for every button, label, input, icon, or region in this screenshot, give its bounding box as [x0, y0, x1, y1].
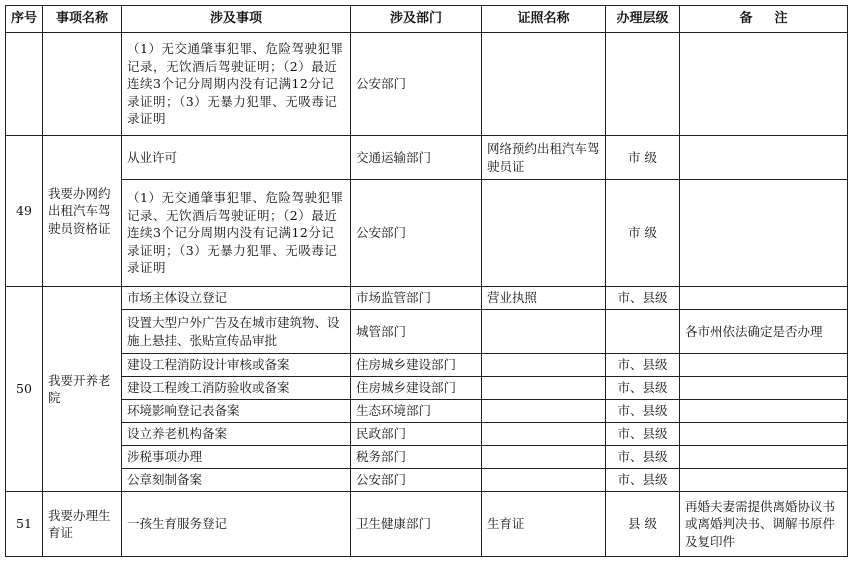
seq-cell — [6, 33, 43, 136]
involved-item-cell: （1）无交通肇事犯罪、危险驾驶犯罪记录、无饮酒后驾驶证明；（2）最近连续3个记分周期内没有记满12分记录证明；（3）无暴力犯罪、无吸毒记录证明 — [122, 180, 351, 287]
table-row — [6, 287, 848, 310]
involved-item-cell: 建设工程消防设计审核或备案 — [122, 354, 351, 377]
license-cell: 营业执照 — [482, 287, 606, 310]
header-seq: 序号 — [6, 6, 43, 33]
remark-cell — [680, 469, 848, 492]
level-cell — [606, 33, 680, 136]
license-cell — [482, 423, 606, 446]
involved-item-cell: 从业许可 — [122, 136, 351, 180]
involved-item-cell: （1）无交通肇事犯罪、危险驾驶犯罪记录，无饮酒后驾驶证明；（2）最近连续3个记分周期内没有记满12分记录证明；（3）无暴力犯罪、无吸毒记录证明 — [122, 33, 351, 136]
table-row — [6, 180, 848, 287]
level-cell: 市、县级 — [606, 354, 680, 377]
level-cell: 市、县级 — [606, 287, 680, 310]
table-row — [6, 446, 848, 469]
department-cell: 住房城乡建设部门 — [351, 354, 482, 377]
table-row — [6, 310, 848, 354]
department-cell: 公安部门 — [351, 180, 482, 287]
license-cell — [482, 180, 606, 287]
department-cell: 市场监管部门 — [351, 287, 482, 310]
involved-item-cell: 设置大型户外广告及在城市建筑物、设施上悬挂、张贴宣传品审批 — [122, 310, 351, 354]
service-items-table — [5, 5, 848, 557]
department-cell: 民政部门 — [351, 423, 482, 446]
remark-cell — [680, 287, 848, 310]
license-cell — [482, 400, 606, 423]
remark-cell — [680, 400, 848, 423]
department-cell: 交通运输部门 — [351, 136, 482, 180]
remark-cell — [680, 377, 848, 400]
license-cell — [482, 377, 606, 400]
department-cell: 卫生健康部门 — [351, 492, 482, 557]
remark-cell: 各市州依法确定是否办理 — [680, 310, 848, 354]
involved-item-cell: 设立养老机构备案 — [122, 423, 351, 446]
license-cell — [482, 310, 606, 354]
table-row — [6, 400, 848, 423]
license-cell — [482, 446, 606, 469]
level-cell: 市 级 — [606, 180, 680, 287]
header-license: 证照名称 — [482, 6, 606, 33]
department-cell: 城管部门 — [351, 310, 482, 354]
level-cell: 市、县级 — [606, 400, 680, 423]
department-cell: 税务部门 — [351, 446, 482, 469]
license-cell: 网络预约出租汽车驾驶员证 — [482, 136, 606, 180]
table-row — [6, 136, 848, 180]
remark-cell — [680, 136, 848, 180]
remark-cell — [680, 33, 848, 136]
item-name-cell: 我要开养老院 — [43, 287, 122, 492]
table-row — [6, 423, 848, 446]
table-header-row — [6, 6, 848, 33]
table-row — [6, 377, 848, 400]
header-involved-items: 涉及事项 — [122, 6, 351, 33]
seq-cell: 49 — [6, 136, 43, 287]
seq-cell: 50 — [6, 287, 43, 492]
remark-cell — [680, 446, 848, 469]
header-item-name: 事项名称 — [43, 6, 122, 33]
license-cell — [482, 33, 606, 136]
remark-cell — [680, 423, 848, 446]
table-row — [6, 492, 848, 557]
header-department: 涉及部门 — [351, 6, 482, 33]
level-cell: 市、县级 — [606, 377, 680, 400]
item-name-cell — [43, 33, 122, 136]
department-cell: 住房城乡建设部门 — [351, 377, 482, 400]
level-cell: 县 级 — [606, 492, 680, 557]
seq-cell: 51 — [6, 492, 43, 557]
level-cell: 市、县级 — [606, 423, 680, 446]
license-cell: 生育证 — [482, 492, 606, 557]
involved-item-cell: 环境影响登记表备案 — [122, 400, 351, 423]
item-name-cell: 我要办理生育证 — [43, 492, 122, 557]
level-cell: 市、县级 — [606, 469, 680, 492]
involved-item-cell: 市场主体设立登记 — [122, 287, 351, 310]
license-cell — [482, 354, 606, 377]
department-cell: 公安部门 — [351, 469, 482, 492]
involved-item-cell: 涉税事项办理 — [122, 446, 351, 469]
table-row — [6, 469, 848, 492]
level-cell: 市、县级 — [606, 446, 680, 469]
header-remarks: 备注 — [680, 6, 848, 33]
remark-cell: 再婚夫妻需提供离婚协议书或离婚判决书、调解书原件及复印件 — [680, 492, 848, 557]
department-cell: 生态环境部门 — [351, 400, 482, 423]
department-cell: 公安部门 — [351, 33, 482, 136]
level-cell: 市 级 — [606, 136, 680, 180]
item-name-cell: 我要办网约出租汽车驾驶员资格证 — [43, 136, 122, 287]
license-cell — [482, 469, 606, 492]
remark-cell — [680, 180, 848, 287]
header-level: 办理层级 — [606, 6, 680, 33]
table-row — [6, 354, 848, 377]
remark-cell — [680, 354, 848, 377]
level-cell — [606, 310, 680, 354]
involved-item-cell: 一孩生育服务登记 — [122, 492, 351, 557]
table-row — [6, 33, 848, 136]
involved-item-cell: 建设工程竣工消防验收或备案 — [122, 377, 351, 400]
involved-item-cell: 公章刻制备案 — [122, 469, 351, 492]
